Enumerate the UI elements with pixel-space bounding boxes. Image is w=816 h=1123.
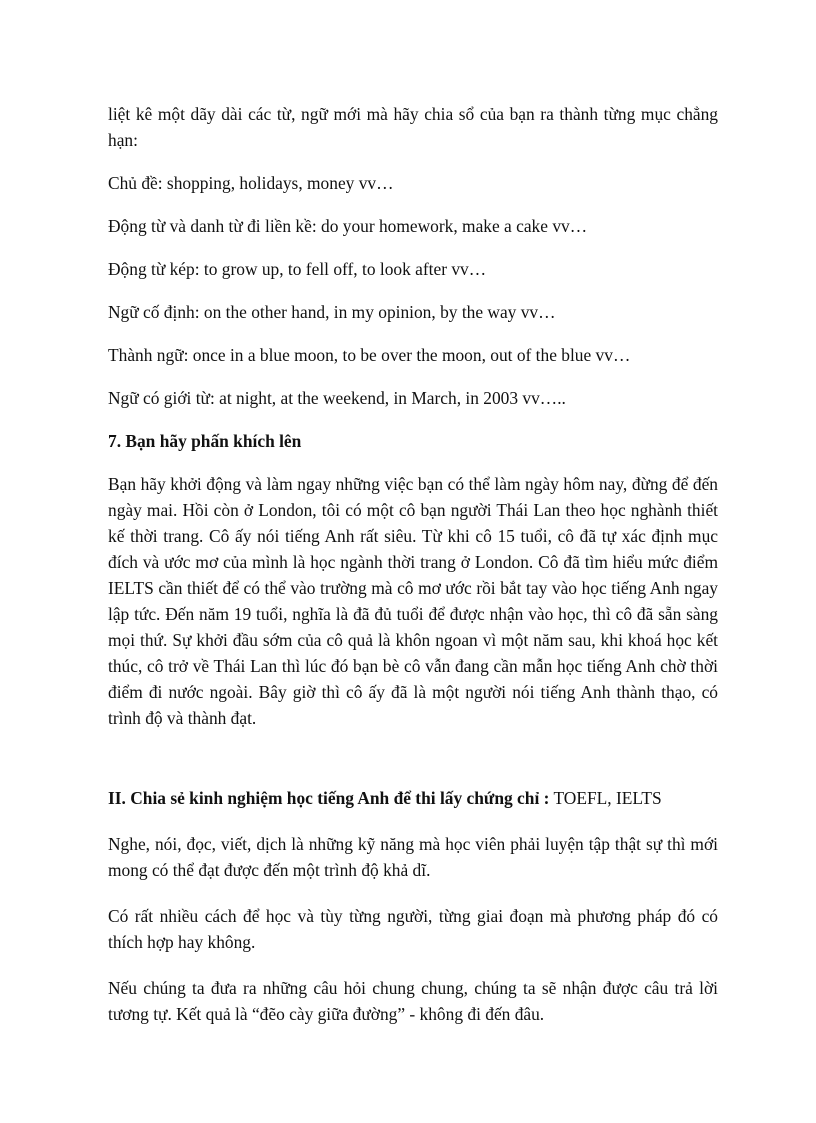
section-7-heading: 7. Bạn hãy phấn khích lên <box>108 431 302 451</box>
list-item: Chủ đề: shopping, holidays, money vv… <box>108 173 394 193</box>
section-2-paragraph: Có rất nhiều cách để học và tùy từng người, từng giai đoạn mà phương pháp đó có thích hợp hay không. <box>108 906 718 952</box>
document-page <box>108 101 718 1027</box>
intro-paragraph: liệt kê một dãy dài các từ, ngữ mới mà hãy chia sổ của bạn ra thành từng mục chẳng hạn: <box>108 104 718 150</box>
list-item: Động từ và danh từ đi liền kề: do your homework, make a cake vv… <box>108 216 588 236</box>
list-item: Thành ngữ: once in a blue moon, to be over the moon, out of the blue vv… <box>108 345 631 365</box>
list-item: Động từ kép: to grow up, to fell off, to look after vv… <box>108 259 487 279</box>
section-2-heading-exams: TOEFL, IELTS <box>549 788 662 808</box>
section-7-body: Bạn hãy khởi động và làm ngay những việc bạn có thể làm ngày hôm nay, đừng để đến ngày mai. Hồi còn ở London, tôi có một cô bạn người Thái Lan theo học nghành thiết kế thời trang. Cô ấy nói tiếng Anh rất siêu. Từ khi cô 15 tuổi, cô đã tự xác định mục đích và ước mơ của mình là học ngành thời trang ở London. Cô đã tìm hiểu mức điểm IELTS cần thiết để có thể vào trường mà cô mơ ước rồi bắt tay vào học tiếng Anh ngay lập tức. Đến năm 19 tuổi, nghĩa là đã đủ tuổi để được nhận vào học, thì cô đã sẵn sàng mọi thứ. Sự khởi đầu sớm của cô quả là khôn ngoan vì một năm sau, khi khoá học kết thúc, cô trở về Thái Lan thì lúc đó bạn bè cô vẫn đang cần mẫn học tiếng Anh chờ thời điểm đi nước ngoài. Bây giờ thì cô ấy đã là một người nói tiếng Anh thành thạo, có trình độ và thành đạt. <box>108 474 718 728</box>
list-item: Ngữ có giới từ: at night, at the weekend, in March, in 2003 vv….. <box>108 388 566 408</box>
section-2-heading-bold: II. Chia sẻ kinh nghiệm học tiếng Anh để thi lấy chứng chỉ : <box>108 788 550 808</box>
list-item: Ngữ cố định: on the other hand, in my opinion, by the way vv… <box>108 302 556 322</box>
section-2-paragraph: Nghe, nói, đọc, viết, dịch là những kỹ năng mà học viên phải luyện tập thật sự thì mới mong có thể đạt được đến một trình độ khả dĩ. <box>108 834 718 880</box>
section-2-paragraph: Nếu chúng ta đưa ra những câu hỏi chung chung, chúng ta sẽ nhận được câu trả lời tương tự. Kết quả là “đẽo cày giữa đường” - không đi đến đâu. <box>108 978 718 1024</box>
section-2-heading <box>108 785 718 811</box>
